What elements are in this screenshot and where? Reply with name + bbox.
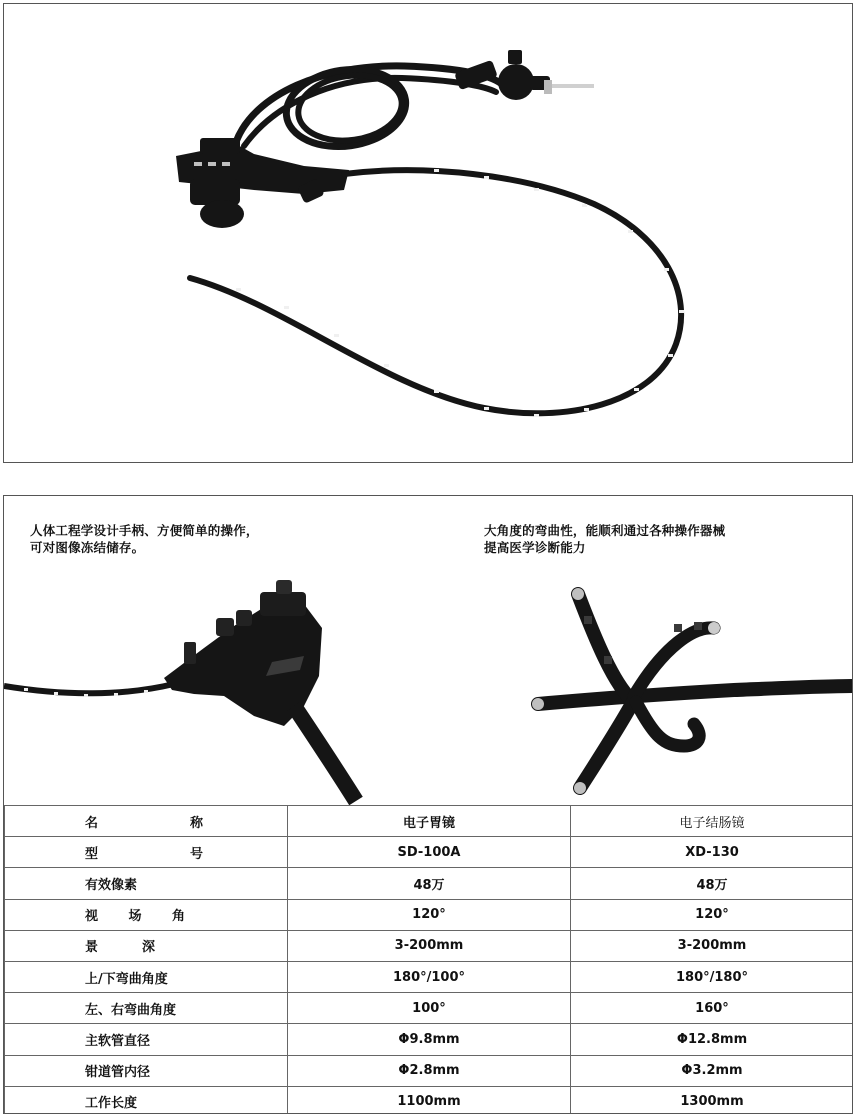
- label-char: 名: [85, 815, 99, 831]
- value-cell: 1100mm: [288, 1086, 571, 1114]
- label-char: 号: [189, 846, 203, 862]
- caption-line: 可对图像冻结储存。: [30, 540, 145, 555]
- column-header-colonoscope: 电子结肠镜: [571, 806, 854, 837]
- value-cell: 48万: [571, 868, 854, 899]
- value-cell: 48万: [288, 868, 571, 899]
- row-label-cell: 工作长度: [5, 1086, 288, 1114]
- value-cell: 180°/180°: [571, 961, 854, 992]
- row-label-cell: 主软管直径: [5, 1024, 288, 1055]
- value-cell: 3-200mm: [288, 930, 571, 961]
- value-cell: 120°: [571, 899, 854, 930]
- value-cell: Φ9.8mm: [288, 1024, 571, 1055]
- value-cell: 3-200mm: [571, 930, 854, 961]
- table-row: [5, 868, 854, 899]
- specification-table: [4, 805, 853, 1114]
- label-char: 视: [85, 909, 99, 925]
- table-header-row: [5, 806, 854, 837]
- value-cell: SD-100A: [288, 837, 571, 868]
- table-row: [5, 1024, 854, 1055]
- value-cell: Φ2.8mm: [288, 1055, 571, 1086]
- feature-specs-panel: [3, 495, 853, 1114]
- label-char: 称: [189, 815, 203, 831]
- value-cell: 1300mm: [571, 1086, 854, 1114]
- table-row: [5, 993, 854, 1024]
- value-cell: 120°: [288, 899, 571, 930]
- label-char: 场: [128, 909, 142, 925]
- table-row: [5, 961, 854, 992]
- value-cell: 160°: [571, 993, 854, 1024]
- bending-feature-caption: [484, 522, 725, 556]
- value-cell: Φ3.2mm: [571, 1055, 854, 1086]
- caption-line: 大角度的弯曲性，能顺利通过各种操作器械: [484, 523, 726, 538]
- label-char: 型: [85, 846, 99, 862]
- caption-line: 人体工程学设计手柄、方便简单的操作，: [30, 523, 259, 538]
- row-label-cell: 左、右弯曲角度: [5, 993, 288, 1024]
- row-label-cell: 钳道管内径: [5, 1055, 288, 1086]
- table-row: [5, 930, 854, 961]
- column-header-gastroscope: 电子胃镜: [288, 806, 571, 837]
- table-row: [5, 1055, 854, 1086]
- value-cell: XD-130: [571, 837, 854, 868]
- value-cell: 180°/100°: [288, 961, 571, 992]
- value-cell: Φ12.8mm: [571, 1024, 854, 1055]
- table-row: [5, 837, 854, 868]
- light-guide-connector: [454, 50, 594, 100]
- label-char: 深: [141, 940, 155, 956]
- label-char: 景: [85, 940, 99, 956]
- handle-feature-caption: [30, 522, 259, 556]
- row-label-cell: [5, 806, 288, 837]
- row-label-cell: [5, 899, 288, 930]
- bending-tips-image: [524, 576, 853, 806]
- endoscope-full-image: [4, 4, 852, 462]
- row-label-cell: [5, 930, 288, 961]
- caption-line: 提高医学诊断能力: [484, 540, 586, 555]
- table-row: [5, 1086, 854, 1114]
- row-label-cell: 上/下弯曲角度: [5, 961, 288, 992]
- row-label-cell: [5, 837, 288, 868]
- endoscope-overview-panel: [3, 3, 853, 463]
- label-char: 角: [171, 909, 185, 925]
- table-row: [5, 899, 854, 930]
- value-cell: 100°: [288, 993, 571, 1024]
- handle-closeup-image: [4, 566, 404, 806]
- control-handle: [176, 138, 349, 228]
- row-label-cell: 有效像素: [5, 868, 288, 899]
